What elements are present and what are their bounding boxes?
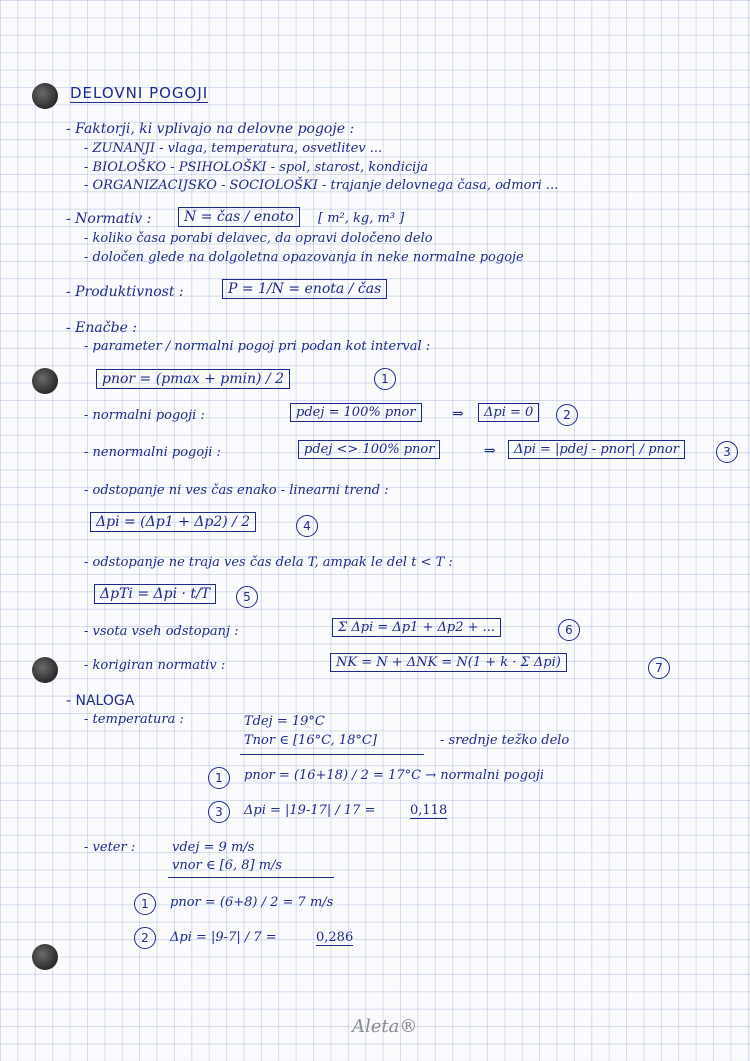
normativ-units: [ m², kg, m³ ] xyxy=(318,211,405,226)
normativ-label: - Normativ : xyxy=(66,211,152,227)
equation-number: 3 xyxy=(716,441,738,463)
binder-hole xyxy=(32,83,58,109)
implies-arrow-icon: ⇒ xyxy=(484,443,496,459)
veter-result: 0,286 xyxy=(316,930,354,945)
enacbe-label: - Enačbe : xyxy=(66,320,138,336)
normativ-formula: N = čas / enoto xyxy=(178,207,300,227)
equation-number: 1 xyxy=(374,368,396,390)
veter-step1: pnor = (6+8) / 2 = 7 m/s xyxy=(170,895,334,910)
temperatura-dej: Tdej = 19°C xyxy=(244,714,325,729)
step-number: 1 xyxy=(208,767,230,789)
veter-step2: Δpi = |9-7| / 7 = xyxy=(170,930,277,945)
equation-number: 6 xyxy=(558,619,580,641)
faktorji-intro: - Faktorji, ki vplivajo na delovne pogoje : xyxy=(66,121,355,137)
temperatura-step2: Δpi = |19-17| / 17 = xyxy=(244,803,376,818)
enacba-formula: pdej <> 100% pnor xyxy=(298,440,440,459)
faktor-item: - BIOLOŠKO - PSIHOLOŠKI - spol, starost, kondicija xyxy=(84,160,429,175)
veter-dej: vdej = 9 m/s xyxy=(172,840,255,855)
enacba-formula: Σ Δpi = Δp1 + Δp2 + ... xyxy=(332,618,501,637)
produktivnost-label: - Produktivnost : xyxy=(66,284,184,300)
equation-number: 4 xyxy=(296,515,318,537)
step-number: 1 xyxy=(134,893,156,915)
temperatura-label: - temperatura : xyxy=(84,712,184,727)
normativ-line: - koliko časa porabi delavec, da opravi določeno delo xyxy=(84,231,433,246)
underline xyxy=(168,877,334,878)
binder-hole xyxy=(32,657,58,683)
enacba-text: - nenormalni pogoji : xyxy=(84,445,221,460)
veter-nor: vnor ∈ [6, 8] m/s xyxy=(172,858,283,873)
enacba-text: - normalni pogoji : xyxy=(84,408,205,423)
enacba-text: - korigiran normativ : xyxy=(84,658,226,673)
step-number: 2 xyxy=(134,927,156,949)
equation-number: 5 xyxy=(236,586,258,608)
faktor-item: - ZUNANJI - vlaga, temperatura, osvetlitev ... xyxy=(84,141,383,156)
temperatura-step1: pnor = (16+18) / 2 = 17°C → normalni pogoji xyxy=(244,768,545,783)
equation-number: 7 xyxy=(648,657,670,679)
enacba-formula: pdej = 100% pnor xyxy=(290,403,422,422)
temperatura-result: 0,118 xyxy=(410,803,448,818)
enacba-formula: pnor = (pmax + pmin) / 2 xyxy=(96,369,290,389)
underline xyxy=(240,754,424,755)
normativ-line: - določen glede na dolgoletna opazovanja in neke normalne pogoje xyxy=(84,250,524,265)
step-number: 3 xyxy=(208,801,230,823)
naloga-label: - NALOGA xyxy=(66,693,135,709)
produktivnost-formula: P = 1/N = enota / čas xyxy=(222,279,387,299)
enacba-text: - parameter / normalni pogoj pri podan kot interval : xyxy=(84,339,431,354)
implies-arrow-icon: ⇒ xyxy=(452,406,464,422)
enacba-text: - vsota vseh odstopanj : xyxy=(84,624,239,639)
enacba-result: Δpi = |pdej - pnor| / pnor xyxy=(508,440,685,459)
enacba-formula: ΔpTi = Δpi · t/T xyxy=(94,584,216,604)
enacba-result: Δpi = 0 xyxy=(478,403,539,422)
enacba-formula: Δpi = (Δp1 + Δp2) / 2 xyxy=(90,512,256,532)
binder-hole xyxy=(32,368,58,394)
enacba-formula: NK = N + ΔNK = N(1 + k · Σ Δpi) xyxy=(330,653,567,672)
brand-logo: Aleta® xyxy=(352,1016,418,1037)
veter-label: - veter : xyxy=(84,840,136,855)
temperatura-note: - srednje težko delo xyxy=(440,733,570,748)
binder-hole xyxy=(32,944,58,970)
page-title: DELOVNI POGOJI xyxy=(70,84,209,102)
temperatura-nor: Tnor ∈ [16°C, 18°C] xyxy=(244,733,377,748)
equation-number: 2 xyxy=(556,404,578,426)
faktor-item: - ORGANIZACIJSKO - SOCIOLOŠKI - trajanje delovnega časa, odmori ... xyxy=(84,178,559,193)
enacba-text: - odstopanje ne traja ves čas dela T, ampak le del t < T : xyxy=(84,555,453,570)
enacba-text: - odstopanje ni ves čas enako - linearni trend : xyxy=(84,483,389,498)
